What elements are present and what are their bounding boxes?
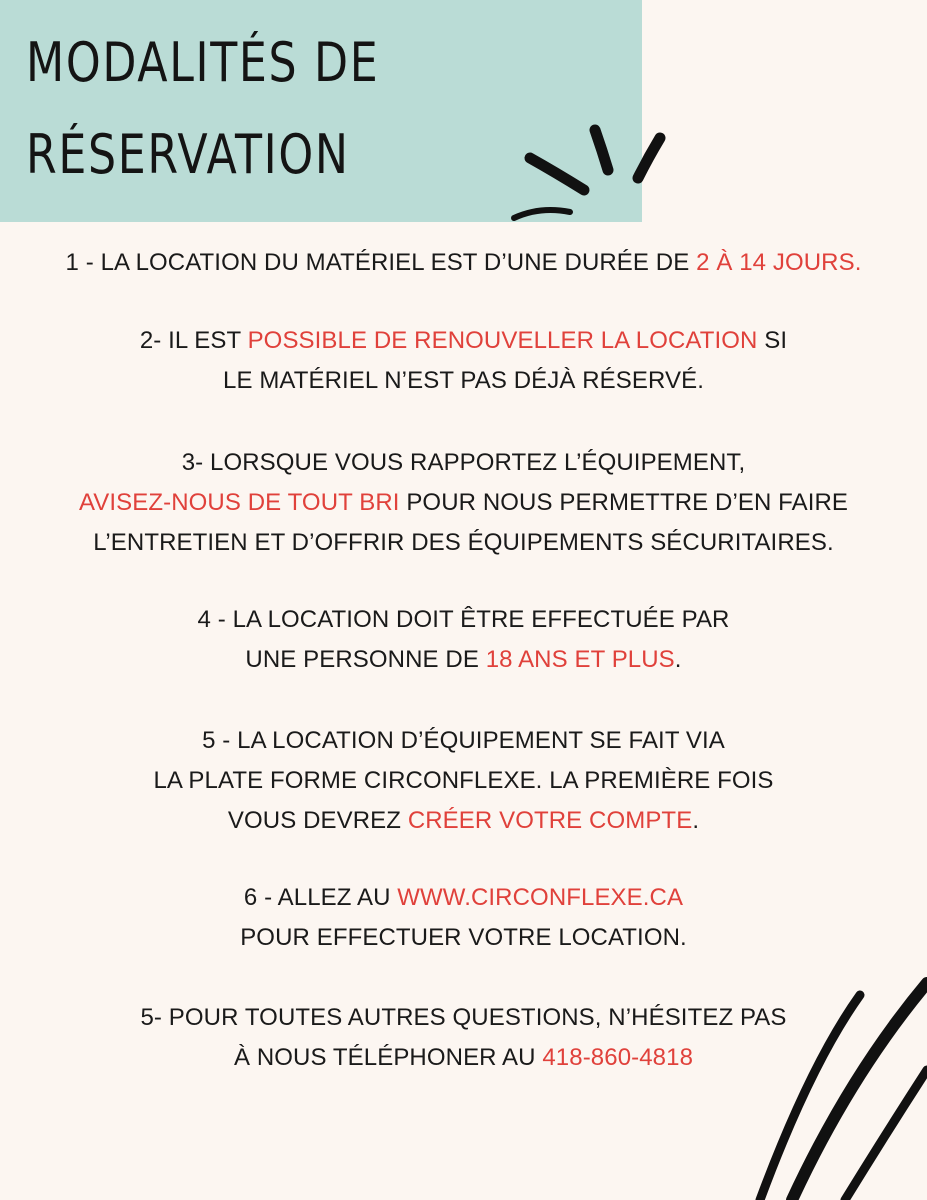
rule-line (0, 483, 927, 523)
rule-highlight: 2 À 14 JOURS. (696, 249, 862, 276)
rule-line (0, 1038, 927, 1078)
rule-text: 2- IL EST (139, 327, 248, 354)
rule-text: . (692, 807, 700, 834)
rule-highlight: 18 ANS ET PLUS (485, 646, 675, 673)
rule-text: SI (757, 327, 788, 354)
phone-number-link[interactable]: 418-860-4818 (542, 1044, 694, 1071)
rule-text: 6 - ALLEZ AU (243, 884, 398, 911)
rule-text: UNE PERSONNE DE (245, 646, 486, 673)
rule-line: 5- POUR TOUTES AUTRES QUESTIONS, N’HÉSITEZ PAS (140, 1004, 787, 1031)
rule-item-5 (0, 721, 927, 841)
rule-line (0, 243, 927, 283)
rule-item-1 (0, 243, 927, 283)
rule-line: LE MATÉRIEL N’EST PAS DÉJÀ RÉSERVÉ. (223, 367, 704, 394)
rule-item-7 (0, 998, 927, 1078)
rule-item-2 (0, 321, 927, 401)
rule-highlight: POSSIBLE DE RENOUVELLER LA LOCATION (247, 327, 758, 354)
rule-line: 3- LORSQUE VOUS RAPPORTEZ L’ÉQUIPEMENT, (181, 449, 746, 476)
rule-line: POUR EFFECTUER VOTRE LOCATION. (240, 924, 687, 951)
rule-line (0, 878, 927, 918)
rule-line (0, 321, 927, 361)
rule-line: 4 - LA LOCATION DOIT ÊTRE EFFECTUÉE PAR (197, 606, 730, 633)
rule-item-4 (0, 600, 927, 680)
page-title-line-1: MODALITÉS DE (26, 31, 380, 94)
rule-item-6 (0, 878, 927, 958)
rule-text: POUR NOUS PERMETTRE D’EN FAIRE (399, 489, 849, 516)
rule-line: 5 - LA LOCATION D’ÉQUIPEMENT SE FAIT VIA (202, 727, 725, 754)
website-link[interactable]: WWW.CIRCONFLEXE.CA (397, 884, 684, 911)
rule-highlight: AVISEZ-NOUS DE TOUT BRI (78, 489, 400, 516)
rule-highlight: CRÉER VOTRE COMPTE (407, 807, 693, 834)
page-title-line-2: RÉSERVATION (26, 123, 350, 186)
rule-line (0, 640, 927, 680)
rule-line (0, 801, 927, 841)
rule-text: 1 - LA LOCATION DU MATÉRIEL EST D’UNE DURÉE DE (65, 249, 697, 276)
rule-text: VOUS DEVREZ (227, 807, 408, 834)
rule-text: . (674, 646, 682, 673)
rule-line: L’ENTRETIEN ET D’OFFRIR DES ÉQUIPEMENTS SÉCURITAIRES. (93, 529, 834, 556)
sparkle-strokes-icon (500, 110, 680, 240)
rule-text: À NOUS TÉLÉPHONER AU (233, 1044, 543, 1071)
rule-item-3 (0, 443, 927, 563)
rule-line: LA PLATE FORME CIRCONFLEXE. LA PREMIÈRE FOIS (153, 767, 774, 794)
